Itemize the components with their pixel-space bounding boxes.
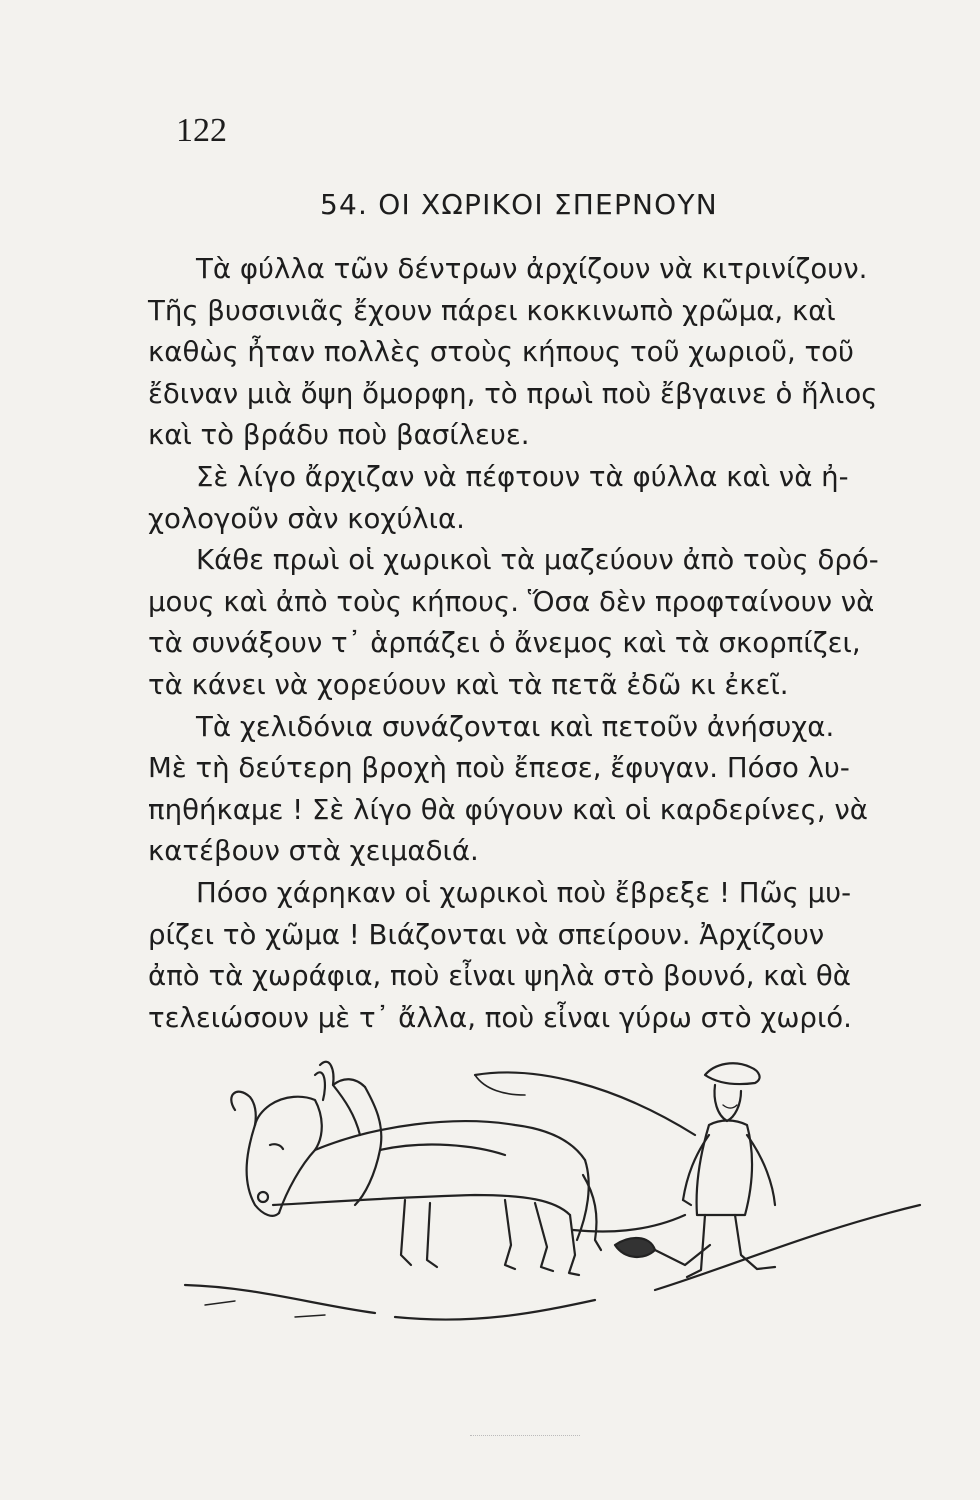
text-line: ἀπὸ τὰ χωράφια, ποὺ εἶναι ψηλὰ στὸ βουνό, καὶ θὰ (148, 959, 851, 993)
text-line: Μὲ τὴ δεύτερη βροχὴ ποὺ ἔπεσε, ἔφυγαν. Πόσο λυ- (148, 751, 850, 785)
ploughing-illustration (175, 1055, 935, 1335)
text-line: τὰ συνάξουν τ᾿ ἁρπάζει ὁ ἄνεμος καὶ τὰ σκορπίζει, (148, 626, 861, 660)
text-line: πηθήκαμε ! Σὲ λίγο θὰ φύγουν καὶ οἱ καρδερίνες, νὰ (148, 792, 868, 826)
faint-show-through (470, 1435, 580, 1436)
farmer-with-oxen-drawing (175, 1055, 935, 1335)
body-text (148, 248, 940, 1038)
text-line: μους καὶ ἀπὸ τοὺς κήπους. Ὅσα δὲν προφταίνουν νὰ (148, 584, 875, 618)
text-line: Τὰ φύλλα τῶν δέντρων ἀρχίζουν νὰ κιτρινίζουν. (196, 252, 868, 285)
text-line: ρίζει τὸ χῶμα ! Βιάζονται νὰ σπείρουν. Ἀρχίζουν (148, 917, 825, 951)
text-line: χολογοῦν σὰν κοχύλια. (148, 501, 465, 535)
text-line: Κάθε πρωὶ οἱ χωρικοὶ τὰ μαζεύουν ἀπὸ τοὺς δρό- (196, 543, 879, 577)
text-line: ἔδιναν μιὰ ὄψη ὄμορφη, τὸ πρωὶ ποὺ ἔβγαινε ὁ ἥλιος (148, 376, 878, 410)
text-line: Τῆς βυσσινιᾶς ἔχουν πάρει κοκκινωπὸ χρῶμα, καὶ (148, 293, 836, 327)
text-line: Τὰ χελιδόνια συνάζονται καὶ πετοῦν ἀνήσυχα. (196, 709, 835, 743)
text-line: Πόσο χάρηκαν οἱ χωρικοὶ ποὺ ἔβρεξε ! Πῶς μυ- (196, 875, 852, 909)
text-line: κατέβουν στὰ χειμαδιά. (148, 834, 479, 868)
text-line: τὰ κάνει νὰ χορεύουν καὶ τὰ πετᾶ ἐδῶ κι ἐκεῖ. (148, 667, 789, 701)
text-line: Σὲ λίγο ἄρχιζαν νὰ πέφτουν τὰ φύλλα καὶ νὰ ἠ- (196, 459, 849, 493)
text-line: καὶ τὸ βράδυ ποὺ βασίλευε. (148, 418, 530, 452)
chapter-title: 54. ΟΙ ΧΩΡΙΚΟΙ ΣΠΕΡΝΟΥΝ (320, 188, 718, 221)
text-line: τελειώσουν μὲ τ᾿ ἄλλα, ποὺ εἶναι γύρω στὸ χωριό. (148, 1000, 852, 1034)
text-line: καθὼς ἦταν πολλὲς στοὺς κήπους τοῦ χωριοῦ, τοῦ (148, 335, 854, 369)
page-number: 122 (176, 112, 227, 149)
